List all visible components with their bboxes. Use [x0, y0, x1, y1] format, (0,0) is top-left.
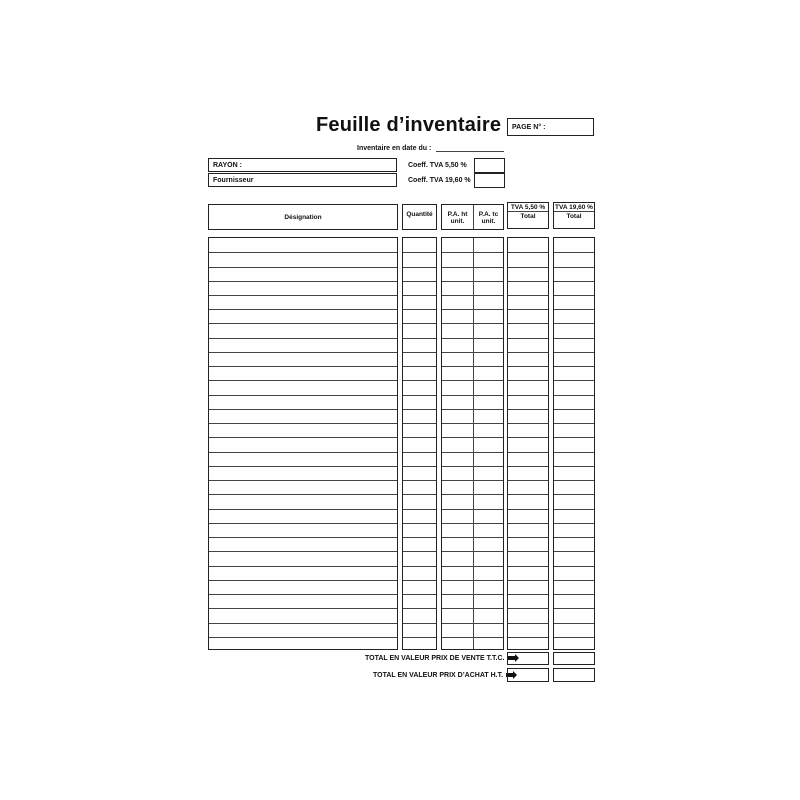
row-line	[403, 352, 436, 353]
row-line	[209, 509, 397, 510]
row-line	[209, 295, 397, 296]
row-line	[209, 437, 397, 438]
row-line	[508, 437, 548, 438]
row-line	[442, 452, 503, 453]
column-designation[interactable]	[208, 237, 398, 650]
row-line	[403, 637, 436, 638]
row-line	[554, 452, 594, 453]
total-vente-label	[365, 655, 515, 662]
header-tva2-top: TVA 19,60 %	[555, 204, 593, 211]
row-line	[209, 252, 397, 253]
row-line	[403, 423, 436, 424]
header-pa-ht-line1: P.A. ht	[447, 211, 468, 218]
row-line	[442, 523, 503, 524]
row-line	[554, 366, 594, 367]
header-designation-label: Désignation	[284, 214, 322, 221]
row-line	[209, 380, 397, 381]
row-line	[508, 295, 548, 296]
row-line	[508, 580, 548, 581]
row-line	[554, 352, 594, 353]
row-line	[209, 523, 397, 524]
row-line	[554, 466, 594, 467]
row-line	[442, 295, 503, 296]
row-line	[442, 466, 503, 467]
row-line	[554, 580, 594, 581]
row-line	[554, 380, 594, 381]
row-line	[403, 580, 436, 581]
coeff-tva-2-label: Coeff. TVA 19,60 %	[408, 177, 471, 184]
total-vente-tva2-field[interactable]	[553, 652, 595, 665]
row-line	[508, 509, 548, 510]
row-line	[554, 594, 594, 595]
header-tva1-bottom: Total	[520, 213, 536, 220]
row-line	[442, 309, 503, 310]
row-line	[442, 352, 503, 353]
header-quantite	[402, 204, 437, 230]
row-line	[508, 466, 548, 467]
row-line	[508, 480, 548, 481]
row-line	[554, 323, 594, 324]
row-line	[209, 338, 397, 339]
row-line	[209, 623, 397, 624]
date-field[interactable]	[436, 151, 504, 152]
row-line	[209, 494, 397, 495]
row-line	[508, 380, 548, 381]
row-line	[508, 366, 548, 367]
row-line	[442, 409, 503, 410]
row-line	[209, 452, 397, 453]
header-designation	[208, 204, 398, 230]
coeff-tva-1-label: Coeff. TVA 5,50 %	[408, 162, 467, 169]
row-line	[508, 338, 548, 339]
row-line	[442, 267, 503, 268]
row-line	[442, 480, 503, 481]
header-tva1	[507, 202, 549, 229]
row-line	[554, 338, 594, 339]
row-line	[403, 494, 436, 495]
row-line	[442, 323, 503, 324]
row-line	[442, 252, 503, 253]
row-line	[508, 623, 548, 624]
row-line	[554, 267, 594, 268]
row-line	[508, 523, 548, 524]
row-line	[209, 580, 397, 581]
fournisseur-label: Fournisseur	[213, 177, 254, 184]
row-line	[554, 623, 594, 624]
row-line	[403, 480, 436, 481]
row-line	[442, 623, 503, 624]
row-line	[209, 267, 397, 268]
row-line	[403, 551, 436, 552]
row-line	[554, 423, 594, 424]
fournisseur-field[interactable]	[208, 173, 397, 187]
row-line	[403, 623, 436, 624]
row-line	[554, 637, 594, 638]
date-label: Inventaire en date du :	[357, 145, 432, 152]
row-line	[508, 409, 548, 410]
row-line	[508, 309, 548, 310]
row-line	[554, 395, 594, 396]
row-line	[403, 452, 436, 453]
row-line	[442, 380, 503, 381]
row-line	[508, 423, 548, 424]
row-line	[442, 281, 503, 282]
total-achat-label	[373, 672, 513, 679]
row-line	[508, 494, 548, 495]
page-number-label: PAGE N° :	[512, 124, 546, 131]
row-line	[442, 338, 503, 339]
row-line	[403, 252, 436, 253]
row-line	[403, 409, 436, 410]
form-title: Feuille d’inventaire	[316, 114, 502, 136]
header-pa-ht-line2: unit.	[450, 218, 465, 225]
coeff-tva-2-field[interactable]	[474, 173, 505, 188]
page-number-field[interactable]	[507, 118, 594, 136]
header-pa	[441, 204, 504, 230]
row-line	[554, 480, 594, 481]
row-line	[442, 537, 503, 538]
row-line	[209, 594, 397, 595]
row-line	[209, 566, 397, 567]
column-tva2-total[interactable]	[553, 237, 595, 650]
row-line	[508, 608, 548, 609]
row-line	[403, 395, 436, 396]
column-pa[interactable]	[441, 237, 504, 650]
row-line	[442, 637, 503, 638]
row-line	[508, 551, 548, 552]
row-line	[403, 509, 436, 510]
row-line	[209, 352, 397, 353]
row-line	[209, 281, 397, 282]
row-line	[403, 594, 436, 595]
row-line	[403, 267, 436, 268]
row-line	[554, 309, 594, 310]
row-line	[403, 309, 436, 310]
row-line	[403, 466, 436, 467]
row-line	[508, 352, 548, 353]
row-line	[554, 281, 594, 282]
row-line	[508, 537, 548, 538]
row-line	[508, 281, 548, 282]
row-line	[508, 267, 548, 268]
row-line	[442, 580, 503, 581]
row-line	[554, 252, 594, 253]
row-line	[403, 295, 436, 296]
row-line	[209, 423, 397, 424]
row-line	[554, 437, 594, 438]
row-line	[209, 480, 397, 481]
row-line	[554, 551, 594, 552]
total-achat-tva1-field[interactable]	[507, 668, 549, 682]
total-vente-text: TOTAL EN VALEUR PRIX DE VENTE T.T.C.	[365, 655, 505, 662]
total-achat-tva2-field[interactable]	[553, 668, 595, 682]
total-vente-tva1-field[interactable]	[507, 652, 549, 665]
row-line	[209, 637, 397, 638]
row-line	[508, 637, 548, 638]
column-tva1-total[interactable]	[507, 237, 549, 650]
row-line	[442, 608, 503, 609]
row-line	[209, 409, 397, 410]
rayon-label: RAYON :	[213, 162, 242, 169]
row-line	[209, 466, 397, 467]
row-line	[403, 608, 436, 609]
rayon-field[interactable]	[208, 158, 397, 172]
header-quantite-label: Quantité	[406, 211, 433, 218]
row-line	[403, 523, 436, 524]
row-line	[508, 566, 548, 567]
row-line	[442, 594, 503, 595]
row-line	[554, 509, 594, 510]
row-line	[403, 281, 436, 282]
row-line	[508, 323, 548, 324]
coeff-tva-1-field[interactable]	[474, 158, 505, 173]
column-quantite[interactable]	[402, 237, 437, 650]
row-line	[403, 437, 436, 438]
row-line	[442, 423, 503, 424]
row-line	[554, 409, 594, 410]
row-line	[442, 509, 503, 510]
row-line	[508, 395, 548, 396]
row-line	[209, 537, 397, 538]
row-line	[442, 437, 503, 438]
row-line	[403, 566, 436, 567]
row-line	[209, 608, 397, 609]
row-line	[442, 494, 503, 495]
row-line	[554, 566, 594, 567]
row-line	[403, 323, 436, 324]
header-pa-tc-line1: P.A. tc	[478, 211, 499, 218]
row-line	[403, 366, 436, 367]
row-line	[442, 566, 503, 567]
row-line	[554, 537, 594, 538]
row-line	[209, 551, 397, 552]
row-line	[209, 309, 397, 310]
header-tva1-top: TVA 5,50 %	[510, 204, 546, 211]
row-line	[403, 537, 436, 538]
row-line	[442, 551, 503, 552]
row-line	[403, 338, 436, 339]
row-line	[554, 494, 594, 495]
row-line	[554, 523, 594, 524]
header-tva2	[553, 202, 595, 229]
row-line	[403, 380, 436, 381]
row-line	[554, 608, 594, 609]
header-pa-tc-line2: unit.	[481, 218, 496, 225]
row-line	[554, 295, 594, 296]
row-line	[209, 395, 397, 396]
row-line	[508, 594, 548, 595]
row-line	[209, 366, 397, 367]
header-tva2-bottom: Total	[566, 213, 582, 220]
row-line	[209, 323, 397, 324]
total-achat-text: TOTAL EN VALEUR PRIX D’ACHAT H.T.	[373, 672, 504, 679]
row-line	[442, 395, 503, 396]
row-line	[508, 252, 548, 253]
row-line	[442, 366, 503, 367]
row-line	[508, 452, 548, 453]
